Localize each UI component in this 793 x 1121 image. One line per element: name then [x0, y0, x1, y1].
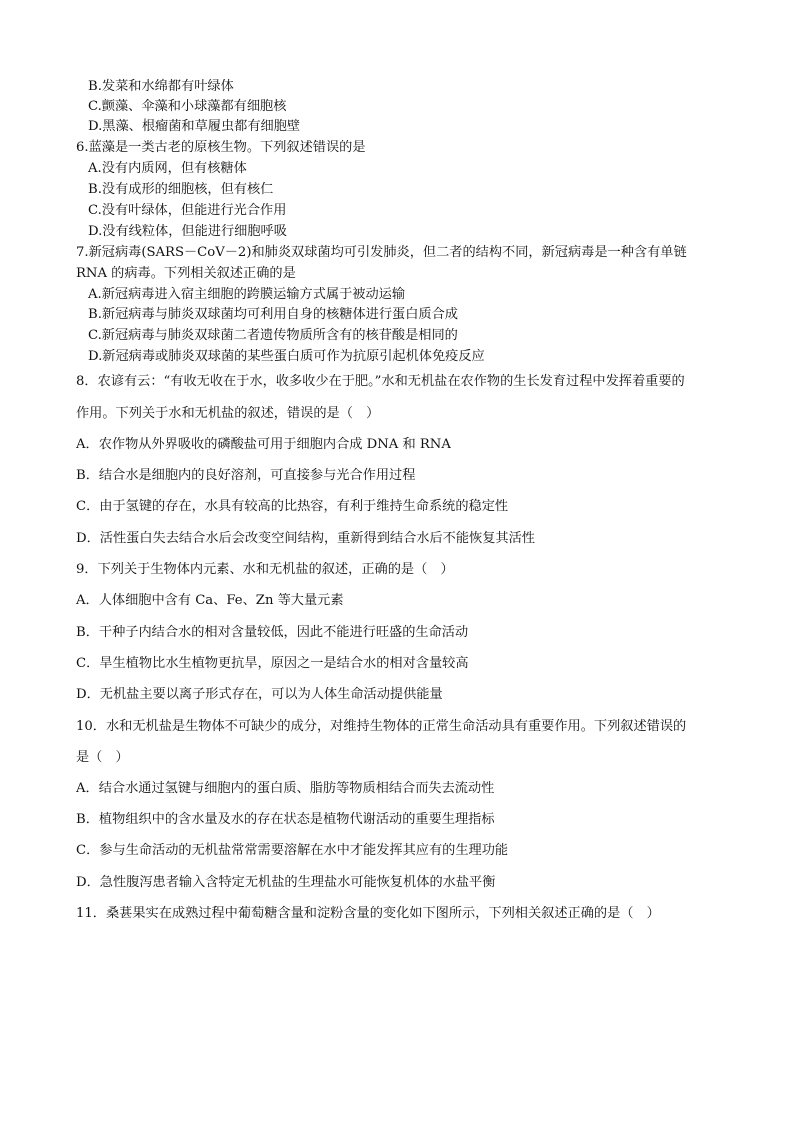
q10-stem-line-1: 10．水和无机盐是生物体不可缺少的成分，对维持生物体的正常生命活动具有重要作用。下列叙述错误的: [76, 719, 687, 734]
q7-option-c: C.新冠病毒与肺炎双球菌二者遗传物质所含有的核苷酸是相同的: [88, 328, 458, 343]
q8-option-b: B．结合水是细胞内的良好溶剂，可直接参与光合作用过程: [76, 468, 416, 483]
q5-option-d: D.黑藻、根瘤菌和草履虫都有细胞壁: [88, 119, 301, 134]
q10-stem-line-2: 是（ ）: [76, 750, 129, 765]
q9-stem: 9．下列关于生物体内元素、水和无机盐的叙述，正确的是（ ）: [76, 562, 454, 577]
q8-option-a: A．农作物从外界吸收的磷酸盐可用于细胞内合成 DNA 和 RNA: [76, 437, 451, 452]
q7-option-a: A.新冠病毒进入宿主细胞的跨膜运输方式属于被动运输: [88, 287, 406, 302]
q7-option-d: D.新冠病毒或肺炎双球菌的某些蛋白质可作为抗原引起机体免疫反应: [88, 349, 485, 364]
q8-stem-line-2: 作用。下列关于水和无机盐的叙述，错误的是（ ）: [76, 406, 380, 421]
q10-option-d: D．急性腹泻患者输入含特定无机盐的生理盐水可能恢复机体的水盐平衡: [76, 875, 496, 890]
q7-option-b: B.新冠病毒与肺炎双球菌均可利用自身的核糖体进行蛋白质合成: [88, 307, 458, 322]
q9-option-a: A．人体细胞中含有 Ca、Fe、Zn 等大量元素: [76, 593, 344, 608]
q7-stem-line-1: 7.新冠病毒(SARS－CoV－2)和肺炎双球菌均可引发肺炎，但二者的结构不同，新冠病毒是一种含有单链: [76, 245, 687, 260]
q6-option-b: B.没有成形的细胞核，但有核仁: [88, 182, 274, 197]
q10-option-b: B．植物组织中的含水量及水的存在状态是植物代谢活动的重要生理指标: [76, 812, 495, 827]
q6-stem: 6.蓝藻是一类古老的原核生物。下列叙述错误的是: [76, 140, 366, 155]
q6-option-c: C.没有叶绿体，但能进行光合作用: [88, 203, 287, 218]
q7-stem-line-2: RNA 的病毒。下列相关叙述正确的是: [76, 266, 296, 281]
q8-option-c: C．由于氢键的存在，水具有较高的比热容，有利于维持生命系统的稳定性: [76, 499, 509, 514]
q5-option-b: B.发菜和水绵都有叶绿体: [88, 79, 234, 94]
q10-option-a: A．结合水通过氢键与细胞内的蛋白质、脂肪等物质相结合而失去流动性: [76, 781, 495, 796]
q8-stem-line-1: 8．农谚有云：“有收无收在于水，收多收少在于肥。”水和无机盐在农作物的生长发育过程中发挥着重要的: [76, 374, 685, 389]
q8-option-d: D．活性蛋白失去结合水后会改变空间结构，重新得到结合水后不能恢复其活性: [76, 531, 535, 546]
q10-option-c: C．参与生命活动的无机盐常常需要溶解在水中才能发挥其应有的生理功能: [76, 843, 509, 858]
q6-option-a: A.没有内质网，但有核糖体: [88, 161, 247, 176]
q9-option-c: C．旱生植物比水生植物更抗旱，原因之一是结合水的相对含量较高: [76, 656, 469, 671]
q5-option-c: C.颤藻、伞藻和小球藻都有细胞核: [88, 99, 287, 114]
q11-stem: 11．桑葚果实在成熟过程中葡萄糖含量和淀粉含量的变化如下图所示，下列相关叙述正确的是（ ）: [76, 906, 660, 921]
q9-option-b: B．干种子内结合水的相对含量较低，因此不能进行旺盛的生命活动: [76, 625, 469, 640]
q6-option-d: D.没有线粒体，但能进行细胞呼吸: [88, 224, 287, 239]
q9-option-d: D．无机盐主要以离子形式存在，可以为人体生命活动提供能量: [76, 687, 443, 702]
